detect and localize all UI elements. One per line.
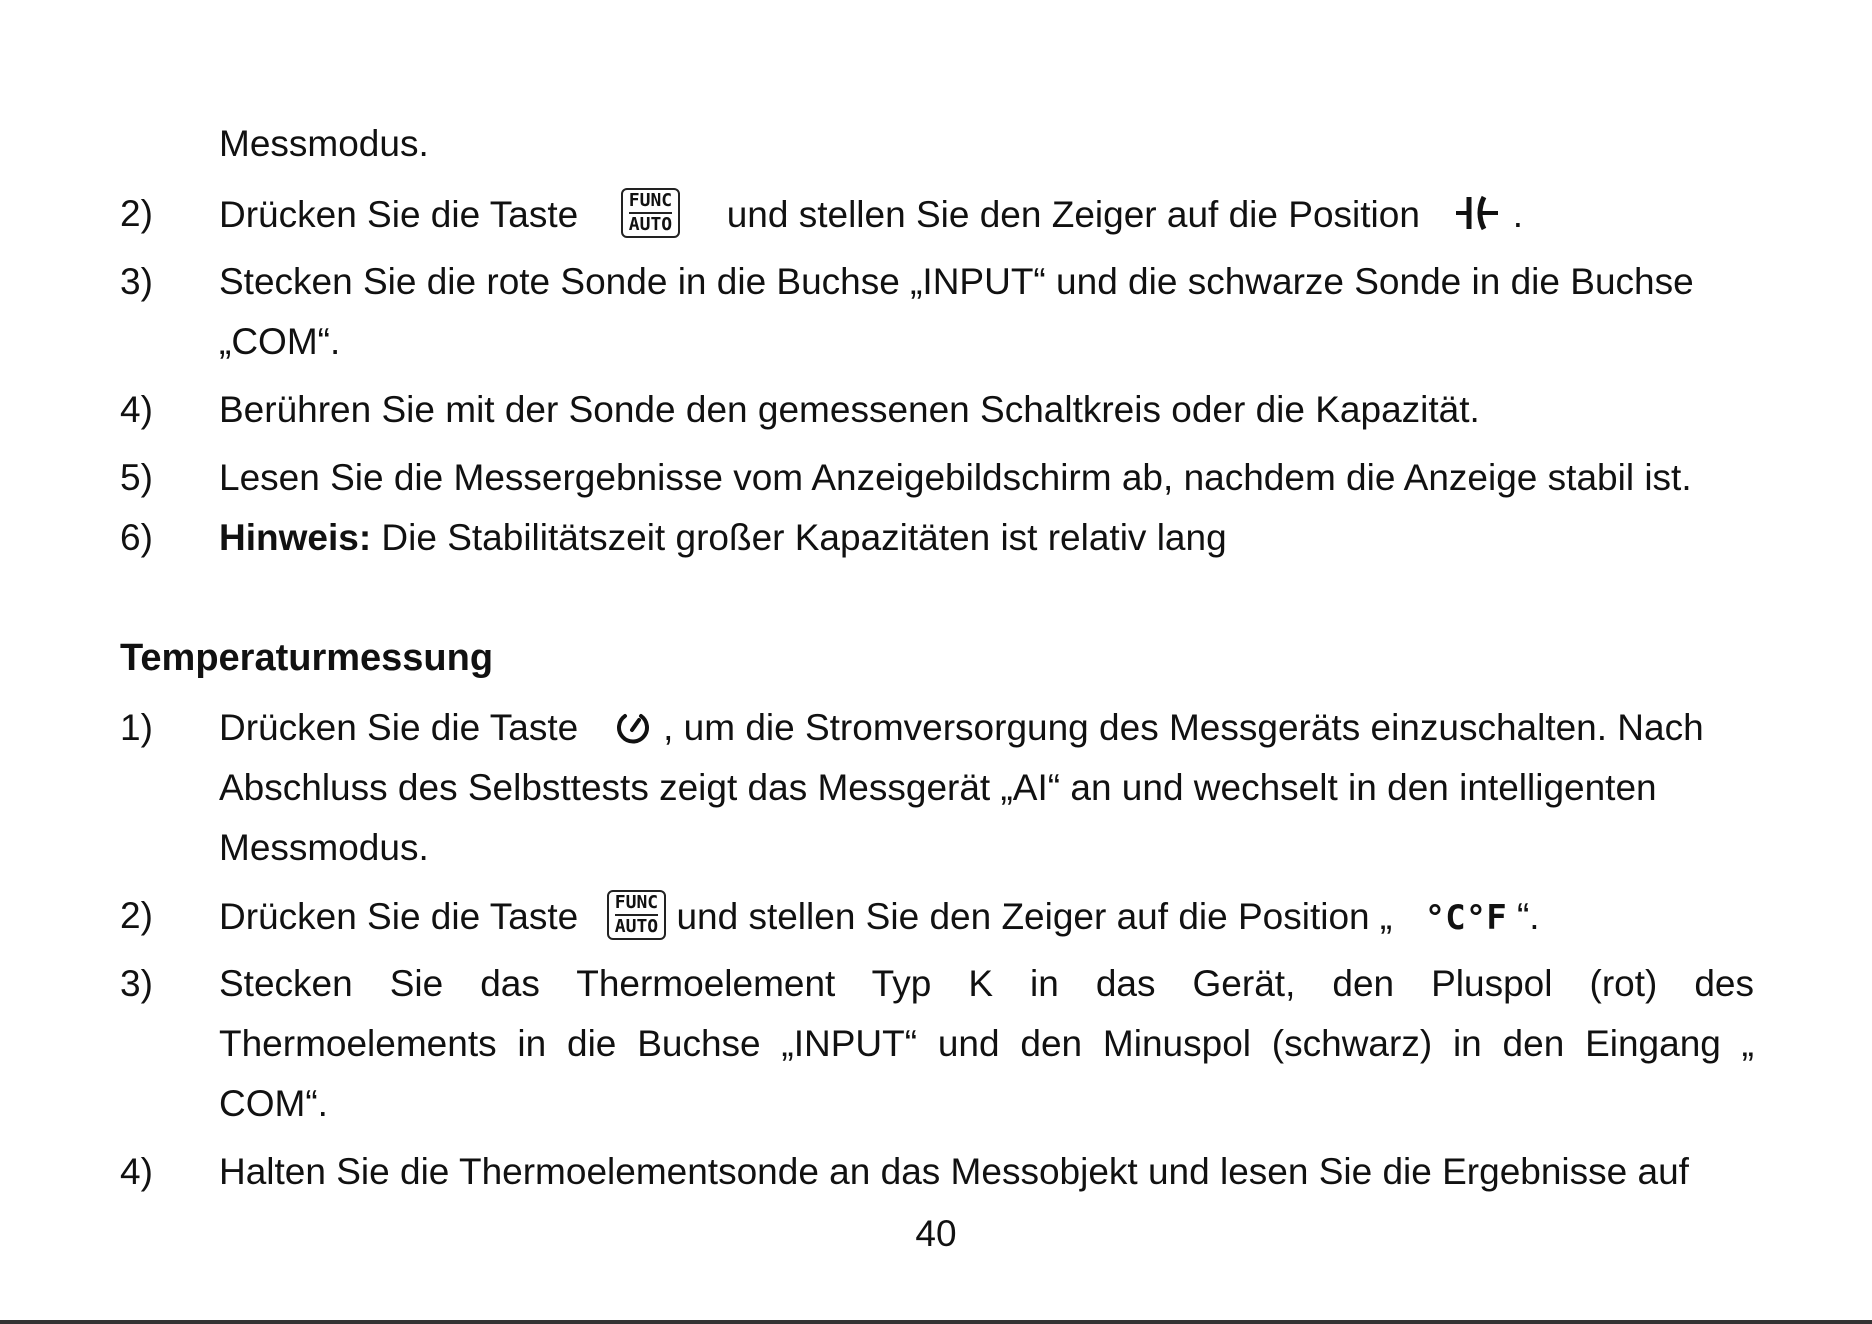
list-text bbox=[219, 706, 1704, 750]
list-text bbox=[219, 192, 1523, 242]
list-text bbox=[219, 516, 1227, 560]
list-text-continuation: COM“. bbox=[219, 1083, 328, 1124]
note-label: Hinweis: bbox=[219, 517, 372, 558]
text-segment: und stellen Sie den Zeiger auf die Position bbox=[726, 193, 1420, 235]
list-text: Halten Sie die Thermoelementsonde an das Messobjekt und lesen Sie die Ergebnisse auf bbox=[219, 1151, 1689, 1192]
list-number: 5) bbox=[120, 457, 153, 498]
list-text: Stecken Sie die rote Sonde in die Buchse „INPUT“ und die schwarze Sonde in die Buchse bbox=[219, 261, 1694, 302]
bottom-border bbox=[0, 1320, 1872, 1324]
list-number: 3) bbox=[120, 963, 153, 1004]
list-text-continuation: Abschluss des Selbsttests zeigt das Messgerät „AI“ an und wechselt in den intelligenten bbox=[219, 767, 1657, 808]
list-number: 2) bbox=[120, 193, 153, 234]
func-label: FUNC bbox=[615, 894, 658, 916]
list-text-continuation: „COM“. bbox=[219, 321, 341, 362]
capacitor-icon bbox=[1454, 193, 1502, 233]
func-auto-key-icon bbox=[607, 890, 666, 940]
list-text: Berühren Sie mit der Sonde den gemessenen Schaltkreis oder die Kapazität. bbox=[219, 389, 1480, 430]
auto-label: AUTO bbox=[628, 214, 673, 235]
list-text: Stecken Sie das Thermoelement Typ K in das Gerät, den Pluspol (rot) des bbox=[219, 963, 1754, 1004]
text-segment: Drücken Sie die Taste bbox=[219, 895, 579, 937]
list-number: 3) bbox=[120, 261, 153, 302]
list-text-continuation: Thermoelements in die Buchse „INPUT“ und den Minuspol (schwarz) in den Eingang „ bbox=[219, 1023, 1754, 1064]
list-number: 1) bbox=[120, 707, 153, 748]
list-text bbox=[219, 894, 1540, 944]
func-auto-key-icon bbox=[621, 188, 680, 238]
text-segment: und stellen Sie den Zeiger auf die Position „ bbox=[676, 895, 1393, 937]
temperature-symbol-icon: °C°F bbox=[1424, 897, 1507, 938]
page-number: 40 bbox=[915, 1213, 957, 1254]
list-text-continuation: Messmodus. bbox=[219, 827, 429, 868]
auto-label: AUTO bbox=[614, 916, 659, 937]
list-text: Lesen Sie die Messergebnisse vom Anzeigebildschirm ab, nachdem die Anzeige stabil ist. bbox=[219, 457, 1692, 498]
power-icon bbox=[613, 706, 653, 746]
list-number: 4) bbox=[120, 389, 153, 430]
note-text: Die Stabilitätszeit großer Kapazitäten ist relativ lang bbox=[371, 517, 1227, 558]
text-segment: , um die Stromversorgung des Messgeräts einzuschalten. Nach bbox=[663, 707, 1704, 748]
list-number: 2) bbox=[120, 895, 153, 936]
text-segment: “. bbox=[1516, 895, 1540, 937]
text-segment: Drücken Sie die Taste bbox=[219, 193, 579, 235]
list-number: 4) bbox=[120, 1151, 153, 1192]
text-segment: Drücken Sie die Taste bbox=[219, 707, 579, 748]
paragraph-continuation: Messmodus. bbox=[219, 123, 429, 164]
text-segment: . bbox=[1512, 193, 1524, 235]
list-number: 6) bbox=[120, 517, 153, 558]
section-heading: Temperaturmessung bbox=[120, 637, 494, 679]
func-label: FUNC bbox=[629, 192, 672, 214]
